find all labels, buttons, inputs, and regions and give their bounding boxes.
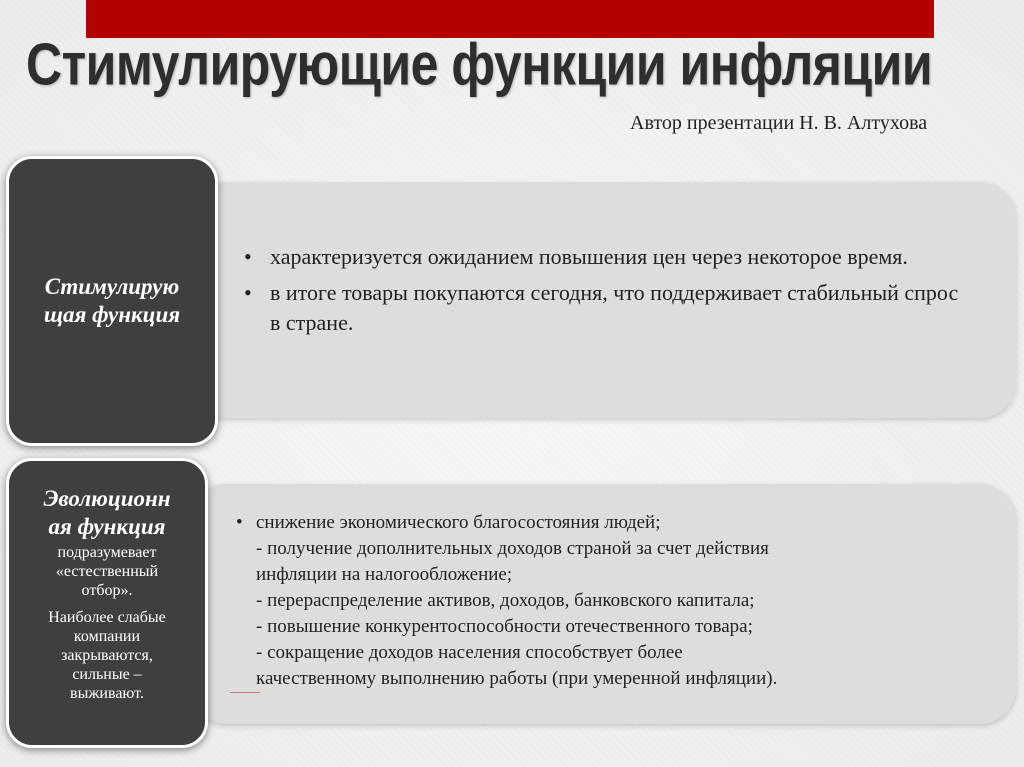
text-line: - повышение конкурентоспособности отечественного товара; — [256, 616, 753, 637]
section2-note: Наиболее слабые компании закрываются, сильные – выживают. — [48, 609, 166, 702]
section1-bullet-list — [242, 242, 962, 344]
section2-label: Эволюционн ая функция — [43, 486, 171, 539]
slide-title: Стимулирующие функции инфляции — [26, 31, 933, 98]
text-line: - получение дополнительных доходов страной за счет действия — [256, 538, 769, 559]
section2-description: подразумевает «естественный отбор». — [55, 544, 159, 599]
text-line: инфляции на налогообложение; — [256, 564, 513, 585]
text-line: - перераспределение активов, доходов, банковского капитала; — [256, 590, 755, 611]
bullet-item: • в итоге товары покупаются сегодня, что поддерживает стабильный спрос в стране. — [242, 278, 962, 338]
text-line: - сокращение доходов населения способствует более — [256, 642, 683, 663]
section2-text-block — [236, 510, 996, 692]
section1-label: Стимулирую щая функция — [43, 274, 181, 327]
decorative-line — [230, 692, 260, 693]
section2-label-box — [6, 458, 208, 748]
text-line: качественному выполнению работы (при умеренной инфляции). — [256, 668, 778, 689]
text-line: • снижение экономического благосостояния людей; — [236, 510, 996, 536]
slide-author: Автор презентации Н. В. Алтухова — [630, 112, 928, 134]
bullet-item: • характеризуется ожиданием повышения цен через некоторое время. — [242, 242, 962, 272]
section1-label-box — [6, 156, 218, 446]
